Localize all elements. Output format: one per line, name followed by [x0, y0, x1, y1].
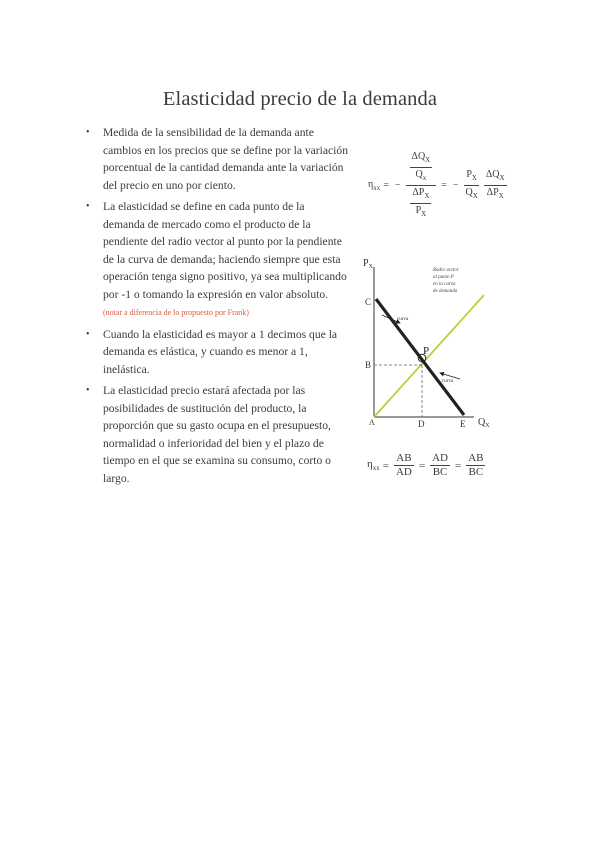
price-change-fraction: $\frac{\Delta P_X}{P_X}$ [412, 187, 430, 218]
label-d: D [418, 419, 425, 429]
bullet-item [86, 198, 348, 322]
slope-fraction: $\frac{\Delta Q_X}{\Delta P_X}$ [485, 169, 505, 200]
label-e: E [460, 419, 466, 429]
bullet-dot-icon: • [86, 201, 90, 212]
elasticity-ratio-formula: $\eta_{xx}$ = $\frac{AB}{AD}$ = $\frac{AD}{BC}$ = $\frac{AB}{BC}$ [367, 452, 484, 478]
label-p: P [423, 345, 430, 357]
curve-label-upper: curva [397, 317, 409, 322]
equals-sign: = [383, 180, 389, 191]
bullet-dot-icon: • [86, 328, 90, 340]
bullet-item [86, 124, 348, 194]
bullet-dot-icon: • [86, 385, 90, 396]
annotation-line-1: Radio vector [433, 268, 459, 273]
bullet-text: Medida de la sensibilidad de la demanda ante cambios en los precios que se define por la variación porcentual de la cantidad demanda ante la variación del precio en uno por ciento. [103, 126, 348, 192]
bullet-text: Cuando la elasticidad es mayor a 1 decimos que la demanda es elástica, y cuando es menor a 1, inelástica. [103, 327, 338, 376]
equals-sign: = [441, 180, 447, 191]
page-title: Elasticidad precio de la demanda [162, 88, 438, 110]
bullet-item [86, 326, 348, 379]
bullet-note: (notar a diferencia de lo propuesto por Frank) [103, 308, 249, 317]
elasticity-formula [368, 150, 509, 221]
ab-bc-fraction: $\frac{AB}{BC}$ [468, 452, 484, 478]
demand-diagram [360, 255, 500, 435]
annotation-line-4: de demanda [433, 289, 458, 294]
y-axis-label: $P_X$ [363, 258, 373, 270]
outer-fraction [406, 150, 437, 221]
bullet-item [86, 382, 348, 487]
minus-sign: − [394, 180, 401, 191]
annotation-line-2: al punto P [433, 275, 454, 280]
price-quantity-fraction: $\frac{P_X}{Q_X}$ [465, 169, 478, 200]
label-c: C [365, 297, 372, 307]
eta-symbol: $\eta_{xx}$ [367, 458, 380, 473]
x-axis-label: $Q_X$ [478, 417, 490, 429]
ab-ad-fraction: $\frac{AB}{AD}$ [395, 452, 412, 478]
bullet-list [86, 124, 348, 491]
label-a: A [369, 418, 375, 427]
ad-bc-fraction: $\frac{AD}{BC}$ [432, 452, 448, 478]
bullet-text: La elasticidad se define en cada punto de la demanda de mercado como el producto de la pendiente del radio vector al punto por la pendiente de la curva de demanda; haciendo siempre que esta operación tenga signo positivo, ya sea multiplicando por -1 o tomando la expresión en valor absoluto. [103, 200, 347, 301]
minus-sign: − [452, 180, 459, 191]
bullet-text: La elasticidad precio estará afectada por las posibilidades de sustitución del producto, la proporción que su gasto ocupa en el presupuesto, normalidad o inferioridad del bien y el plazo de tiempo en el que se examina su consumo, corto o largo. [103, 384, 331, 485]
demand-curve [376, 299, 464, 415]
annotation-line-3: en la curva [433, 282, 456, 287]
curve-label-lower: curva [442, 379, 454, 384]
label-b: B [365, 360, 372, 370]
eta-symbol: $\eta_{xx}$ [368, 179, 381, 192]
bullet-dot-icon: • [86, 127, 90, 138]
quantity-change-fraction: $\frac{\Delta Q_X}{Q_x}$ [411, 151, 431, 182]
